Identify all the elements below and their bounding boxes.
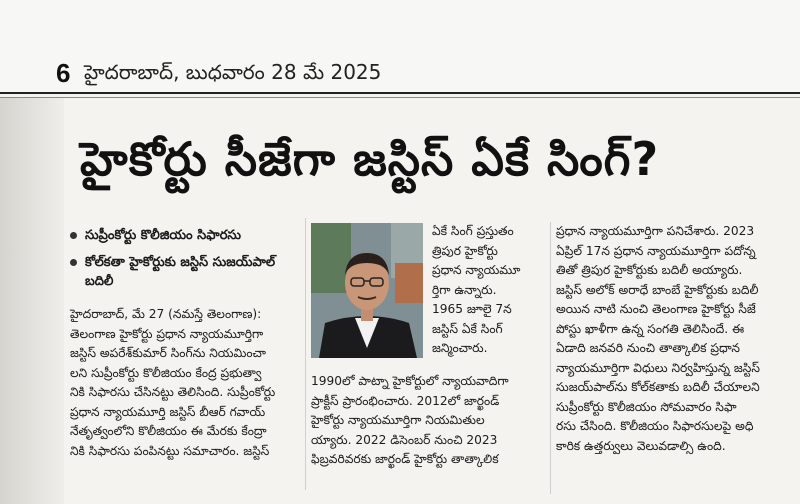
article-column-middle-top (432, 222, 546, 359)
article-column-middle-bottom (311, 372, 547, 470)
subhead-text: సుప్రీంకోర్టు కొలీజియం సిఫారసు (85, 228, 242, 243)
text-line: ర్తిగా ఉన్నారు. (432, 282, 497, 297)
bullet-icon (70, 232, 77, 239)
text-line: త్రిపుర హైకోర్టు (432, 243, 498, 258)
text-line: ప్రాక్టీస్ ప్రారంభించారు. 2012లో జార్ఖండ్ (311, 393, 500, 408)
text-line: హైకోర్టు న్యాయమూర్తిగా నియమితుల (311, 413, 485, 427)
portrait-illustration (311, 223, 423, 358)
subheads (70, 226, 310, 299)
text-line: రసు చేసింది. కొలీజియం సిఫారసులపై అధి (556, 419, 754, 433)
portrait-photo (311, 223, 423, 358)
text-line: హైదరాబాద్, మే 27 (నమస్తే తెలంగాణ): (70, 307, 262, 321)
text-line: ఫిబ్రవరివరకు జార్ఖండ్ హైకోర్టు తాత్కాలిక (311, 452, 499, 466)
text-line: ఏప్రిల్ 17న ప్రధాన న్యాయమూర్తిగా పదోన్న (556, 243, 756, 258)
text-line: జస్టిస్ అపరేశ్‌కుమార్ సింగ్‌ను నియమించా (70, 346, 266, 360)
text-line: జస్టిస్ ఏకే సింగ్ (432, 321, 503, 336)
text-line: నేతృత్వంలోని కొలీజియం ఈ మేరకు కేంద్రా (70, 424, 267, 438)
text-line: నికి సిఫారసు చేసినట్టు తెలిసింది. సుప్రీంకోర్టు (70, 385, 276, 399)
text-line: 1965 జూలై 7న (432, 302, 512, 316)
text-line: తితో త్రిపుర హైకోర్టుకు బదిలీ అయ్యారు. (556, 263, 743, 277)
text-line: సుజయ్‌పాల్‌ను కోల్‌కతాకు బదిలీ చేయాలని (556, 380, 760, 394)
article-column-right (556, 222, 782, 456)
text-line: తెలంగాణ హైకోర్టు ప్రధాన న్యాయమూర్తిగా (70, 326, 264, 341)
text-line: లని సుప్రీంకోర్టు కొలీజియం కేంద్ర ప్రభుత్వా (70, 365, 262, 380)
text-line: 1990లో పాట్నా హైకోర్టులో న్యాయవాదిగా (311, 374, 509, 388)
dateline: హైదరాబాద్, బుధవారం 28 మే 2025 (84, 60, 382, 84)
text-line: జస్టిస్ అలోక్ అరాధే బాంబే హైకోర్టుకు బదిలీ (556, 282, 759, 297)
page-number: 6 (56, 58, 71, 88)
text-line: య్యారు. 2022 డిసెంబర్ నుంచి 2023 (311, 432, 498, 447)
masthead-rule-thin (0, 97, 800, 98)
article-column-left (70, 305, 302, 461)
text-line: నికి సిఫారసు పంపినట్టు సమాచారం. జస్టిస్ (70, 443, 270, 458)
text-line: ప్రధాన న్యాయమూర్తిగా పనిచేశారు. 2023 (556, 224, 755, 238)
text-line: ఏకే సింగ్ ప్రస్తుతం (432, 224, 514, 238)
subhead-text: కోల్‌కతా హైకోర్టుకు జస్టిస్ సుజయ్‌పాల్ బదిలీ (85, 255, 276, 289)
subhead-item (70, 226, 310, 245)
bullet-icon (70, 259, 77, 266)
text-line: అయిన నాటి నుంచి తెలంగాణ హైకోర్టు సీజే (556, 302, 756, 316)
page-fold-shadow (0, 98, 64, 504)
subhead-item (70, 253, 310, 291)
column-divider (550, 222, 551, 494)
text-line: కారిక ఉత్తర్వులు వెలువడాల్సి ఉంది. (556, 438, 726, 453)
text-line: న్యాయమూర్తిగా విధులు నిర్వహిస్తున్న జస్టిస్ (556, 360, 760, 375)
headline: హైకోర్టు సీజేగా జస్టిస్ ఏకే సింగ్? (80, 132, 660, 186)
text-line: జన్మించారు. (432, 341, 488, 355)
text-line: ప్రధాన న్యాయమూ (432, 263, 521, 277)
text-line: పోస్టు ఖాళీగా ఉన్న సంగతి తెలిసిందే. ఈ (556, 321, 745, 336)
text-line: ప్రధాన న్యాయమూర్తి జస్టిస్ బీఆర్ గవాయ్ (70, 404, 266, 419)
masthead-rule (0, 92, 800, 94)
masthead (0, 0, 800, 92)
text-line: ఏడాది జనవరి నుంచి తాత్కాలిక ప్రధాన (556, 341, 740, 355)
text-line: సుప్రీంకోర్టు కొలీజియం సోమవారం సిఫా (556, 399, 737, 414)
